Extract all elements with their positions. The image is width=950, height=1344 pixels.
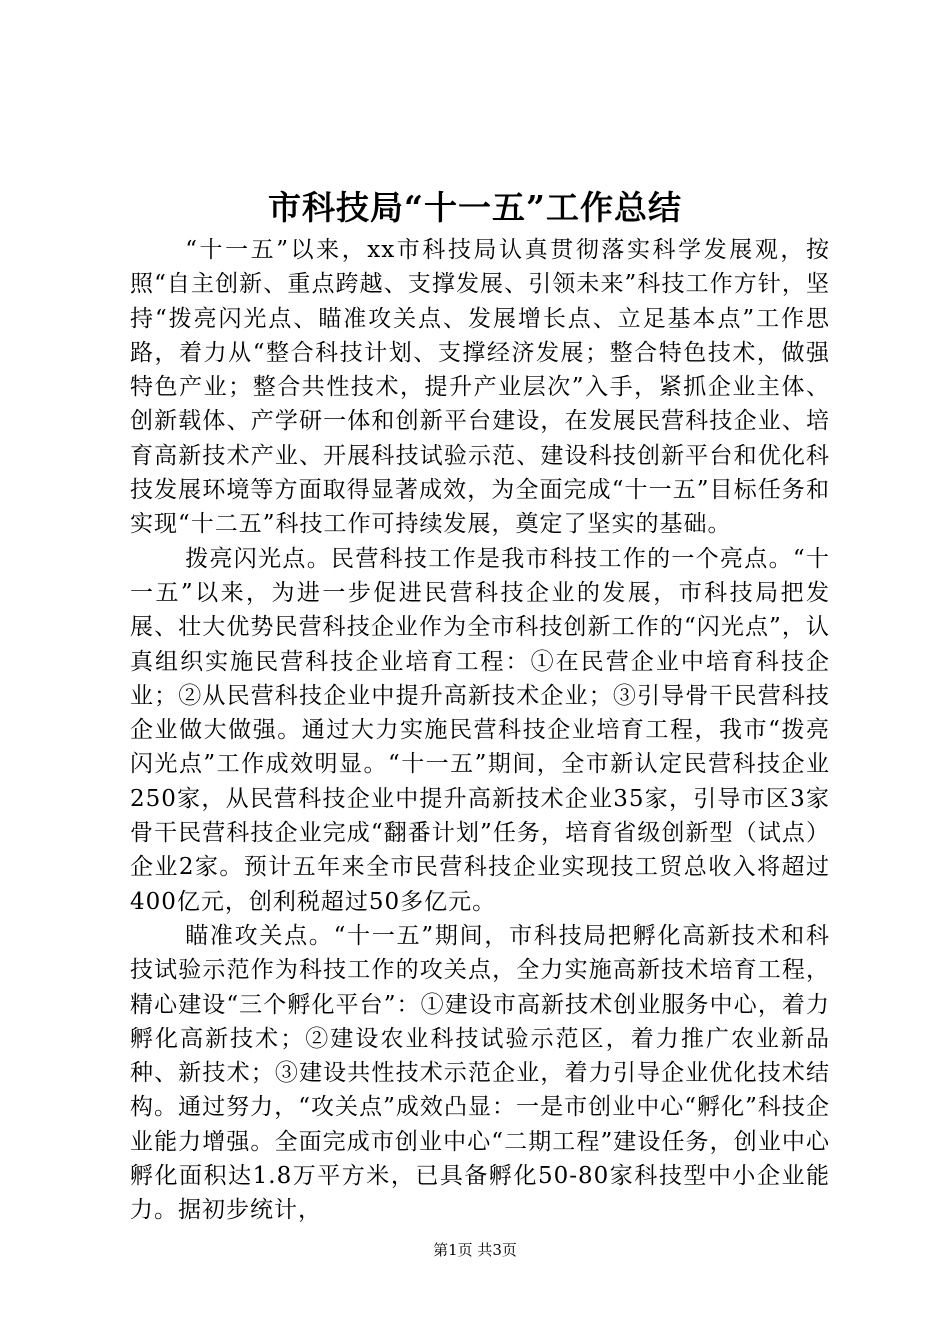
page-number-footer: 第1页 共3页 [433,1241,517,1259]
document-body [130,233,830,1228]
paragraph-key-point: 瞄准攻关点。“十一五”期间，市科技局把孵化高新技术和科技试验示范作为科技工作的攻关点，全力实施高新技术培育工程，精心建设“三个孵化平台”：①建设市高新技术创业服务中心，着力孵化高新技术；②建设农业科技试验示范区，着力推广农业新品种、新技术；③建设共性技术示范企业，着力引导企业优化技术结构。通过努力，“攻关点”成效凸显：一是市创业中心“孵化”科技企业能力增强。全面完成市创业中心“二期工程”建设任务，创业中心孵化面积达1.8万平方米，已具备孵化50-80家科技型中小企业能力。据初步统计， [130,922,830,1224]
document-title: 市科技局“十一五”工作总结 [268,188,682,227]
paragraph-intro: “十一五”以来，xx市科技局认真贯彻落实科学发展观，按照“自主创新、重点跨越、支撑发展、引领未来”科技工作方针，坚持“拨亮闪光点、瞄准攻关点、发展增长点、立足基本点”工作思路，着力从“整合科技计划、支撑经济发展；整合特色技术，做强特色产业；整合共性技术，提升产业层次”入手，紧抓企业主体、创新载体、产学研一体和创新平台建设，在发展民营科技企业、培育高新技术产业、开展科技试验示范、建设科技创新平台和优化科技发展环境等方面取得显著成效，为全面完成“十一五”目标任务和实现“十二五”科技工作可持续发展，奠定了坚实的基础。 [130,237,830,538]
paragraph-highlight: 拨亮闪光点。民营科技工作是我市科技工作的一个亮点。“十一五”以来，为进一步促进民营科技企业的发展，市科技局把发展、壮大优势民营科技企业作为全市科技创新工作的“闪光点”，认真组织实施民营科技企业培育工程：①在民营企业中培育科技企业；②从民营科技企业中提升高新技术企业；③引导骨干民营科技企业做大做强。通过大力实施民营科技企业培育工程，我市“拨亮闪光点”工作成效明显。“十一五”期间，全市新认定民营科技企业250家，从民营科技企业中提升高新技术企业35家，引导市区3家骨干民营科技企业完成“翻番计划”任务，培育省级创新型（试点）企业2家。预计五年来全市民营科技企业实现技工贸总收入将超过400亿元，创利税超过50多亿元。 [130,545,830,915]
